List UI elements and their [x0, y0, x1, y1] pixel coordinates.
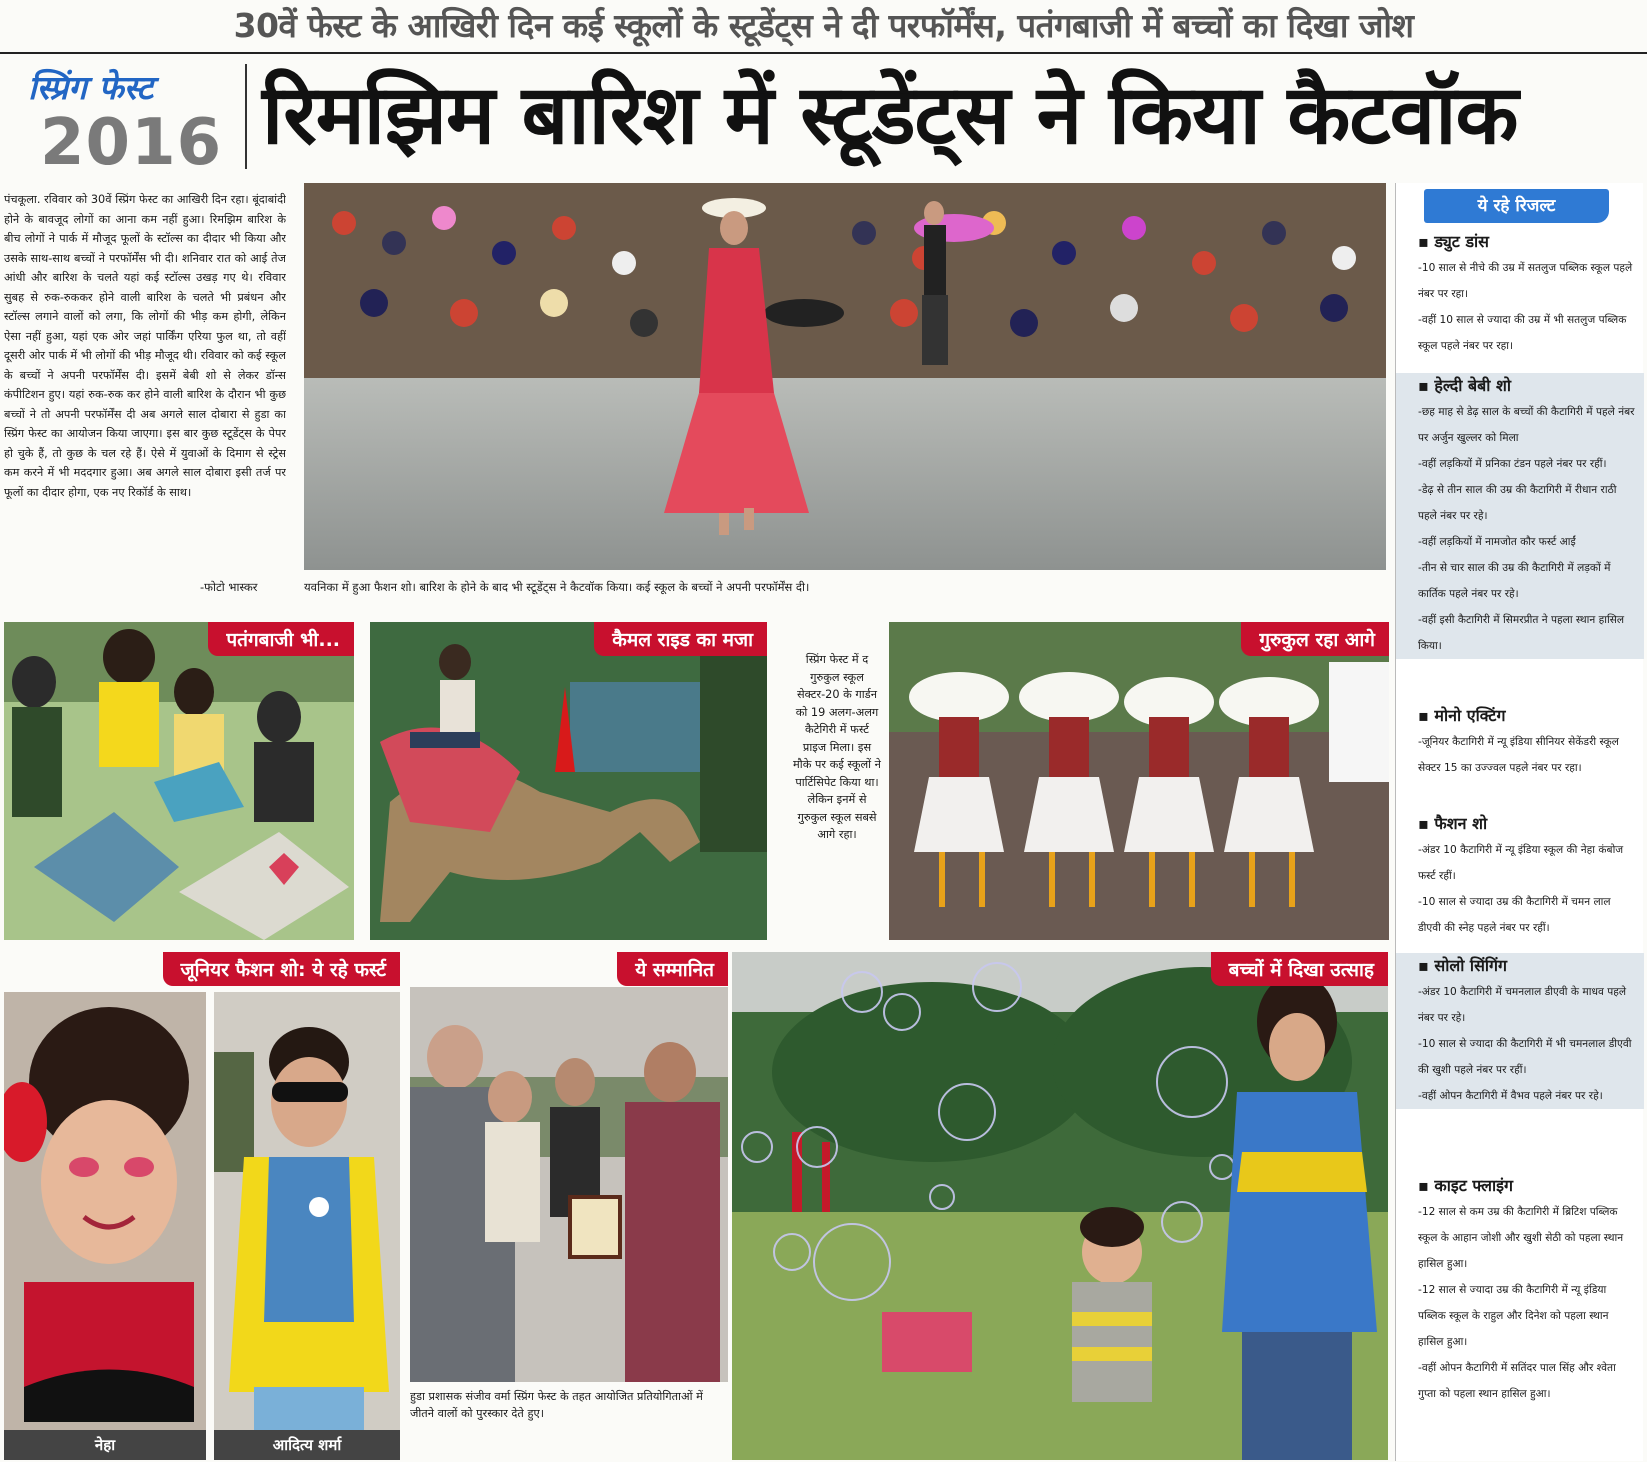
results-heading: ये रहे रिजल्ट [1424, 189, 1609, 223]
result-line: -12 साल से कम उम्र की कैटागिरी में ब्रिटिश पब्लिक स्कूल के आहान जोशी और खुशी सेठी को पहला स्थान हासिल हुआ। [1418, 1206, 1624, 1270]
fest-logo-year: 2016 [40, 106, 223, 180]
honored-tag: ये सम्मानित [617, 952, 728, 986]
gurukul-garden-photo [889, 622, 1389, 940]
neha-photo [4, 992, 206, 1460]
result-line: -जूनियर कैटागिरी में न्यू इंडिया सीनियर सेकेंडरी स्कूल सेक्टर 15 का उज्ज्वल पहले नंबर पर रहा। [1418, 736, 1619, 774]
result-section-title: ▪ काइट फ्लाइंग [1418, 1176, 1513, 1195]
kids-bubbles-photo [732, 952, 1388, 1460]
story-body: पंचकूला. रविवार को 30वें स्प्रिंग फेस्ट का आखिरी दिन रहा। बूंदाबांदी होने के बावजूद लोगों का आना कम नहीं हुआ। रिमझिम बारिश के बीच लोगों ने पार्क में मौजूद फूलों के स्टॉल्स का दीदार भी किया और उसके साथ-साथ बच्चों ने परफॉर्मेंस भी दी। शनिवार रात को आई तेज आंधी और बारिश के चलते यहां कई स्टॉल्स उखड़ गए थे। रविवार सुबह से रुक-रुककर होने वाली बारिश के चलते भी प्रबंधन और स्टॉल्स लगाने वालों को लगा, कि लोगों की भीड़ कम होगी, लेकिन ऐसा नहीं हुआ, यहां एक ओर जहां पार्किंग एरिया फुल था, तो वहीं दूसरी ओर पार्क में भी लोगों की भीड़ मौजूद थी। रविवार को कई स्कूल के बच्चों ने अपनी परफॉर्मेंस दी। इसमें बेबी शो से लेकर डॉन्स कंपीटिशन हुए। यहां रुक-रुक कर होने वाली बारिश के दौरान भी कुछ बच्चों ने तो अपनी परफॉर्मेंस दी अब अगले साल दोबारा से हुडा का स्प्रिंग फेस्ट का आयोजन किया जाएगा। इस बार कुछ स्टूडेंट्स के पेपर हो चुके हैं, तो कुछ के चल रहे हैं। ऐसे में युवाओं के दिमाग से स्ट्रेस कम करने में भी मददगार हुआ। अब अगले साल दोबारा इसी तर्ज पर फूलों का दीदार होगा, एक नए रिकॉर्ड के साथ। [4, 193, 286, 499]
kids-bubbles-photo-illustration [732, 952, 1388, 1460]
catwalk-caption: यवनिका में हुआ फैशन शो। बारिश के होने के बाद भी स्टूडेंट्स ने कैटवॉक किया। कई स्कूल के बच्चों ने अपनी परफॉर्मेंस दी। [304, 580, 810, 594]
result-fashion-show [1396, 811, 1644, 941]
neha-name: नेहा [4, 1430, 206, 1460]
aditya-photo-illustration [214, 992, 400, 1460]
catwalk-photo-illustration [304, 183, 1386, 570]
result-line: -तीन से चार साल की उम्र की कैटागिरी में लड़कों में कार्तिक पहले नंबर पर रहे। [1418, 562, 1611, 600]
result-section-title: ▪ मोनो एक्टिंग [1418, 706, 1506, 725]
fest-logo-name: स्प्रिंग फेस्ट [28, 68, 154, 107]
logo-divider [245, 64, 247, 169]
result-kite-flying [1396, 1173, 1644, 1407]
award-photo [410, 987, 728, 1382]
neha-photo-illustration [4, 992, 206, 1460]
honored-panel [410, 952, 728, 1382]
camel-ride-photo-illustration [370, 622, 767, 940]
junior-fashion-panel [4, 952, 400, 1460]
camel-ride-photo [370, 622, 767, 940]
result-duet-dance [1396, 229, 1644, 359]
award-photo-illustration [410, 987, 728, 1382]
result-section-title: ▪ हेल्दी बेबी शो [1418, 376, 1512, 395]
catwalk-photo [304, 183, 1386, 570]
result-line: -10 साल से नीचे की उम्र में सतलुज पब्लिक स्कूल पहले नंबर पर रहा। [1418, 262, 1633, 300]
result-solo-singing [1396, 953, 1644, 1109]
result-line: -वहीं लड़कियों में नामजोत कौर फर्स्ट आईं [1418, 536, 1576, 548]
top-rule [0, 52, 1647, 54]
result-healthy-baby-show [1396, 373, 1644, 659]
gurukul-text: स्प्रिंग फेस्ट में द गुरुकुल स्कूल सेक्टर-20 के गार्डन को 19 अलग-अलग कैटेगिरी में फर्स्ट प्राइज मिला। इस मौके पर कई स्कूलों ने पार्टिसिपेट किया था। लेकिन इनमें से गुरुकुल स्कूल सबसे आगे रहा। [793, 653, 881, 841]
result-line: -वहीं 10 साल से ज्यादा की उम्र में भी सतलुज पब्लिक स्कूल पहले नंबर पर रहा। [1418, 314, 1627, 352]
results-sidebar [1395, 183, 1643, 1461]
result-line: -वहीं लड़कियों में प्रनिका टंडन पहले नंबर पर रहीं। [1418, 458, 1607, 470]
photo-credit: -फोटो भास्कर [200, 580, 258, 594]
result-mono-acting [1396, 703, 1644, 781]
kicker-headline: 30वें फेस्ट के आखिरी दिन कई स्कूलों के स्टूडेंट्स ने दी परफॉर्मेंस, पतंगबाजी में बच्चों का दिखा जोश [233, 6, 1414, 45]
result-line: -डेढ़ से तीन साल की उम्र की कैटागिरी में रीधान राठी पहले नंबर पर रहे। [1418, 484, 1617, 522]
fest-logo [20, 62, 240, 180]
gurukul-tag: गुरुकुल रहा आगे [1241, 622, 1389, 656]
kite-tag: पतंगबाजी भी... [208, 622, 354, 656]
result-line: -छह माह से डेढ़ साल के बच्चों की कैटागिरी में पहले नंबर पर अर्जुन खुल्लर को मिला [1418, 406, 1635, 444]
main-headline: रिमझिम बारिश में स्टूडेंट्स ने किया कैटवॉक [262, 68, 1518, 163]
result-line: -वहीं ओपन कैटागिरी में सतिंदर पाल सिंह और श्वेता गुप्ता को पहला स्थान हासिल हुआ। [1418, 1362, 1616, 1400]
result-line: -अंडर 10 कैटागिरी में चमनलाल डीएवी के माधव पहले नंबर पर रहे। [1418, 986, 1627, 1024]
result-line: -10 साल से ज्यादा उम्र की कैटागिरी में चमन लाल डीएवी की स्नेह पहले नंबर पर रहीं। [1418, 896, 1611, 934]
result-line: -अंडर 10 कैटागिरी में न्यू इंडिया स्कूल की नेहा कंबोज फर्स्ट रहीं। [1418, 844, 1624, 882]
result-section-title: ▪ ड्युट डांस [1418, 232, 1489, 251]
kite-photo-illustration [4, 622, 354, 940]
result-line: -वहीं ओपन कैटागिरी में वैभव पहले नंबर पर रहे। [1418, 1090, 1603, 1102]
camel-ride-tag: कैमल राइड का मजा [594, 622, 767, 656]
result-line: -10 साल से ज्यादा की कैटागिरी में भी चमनलाल डीएवी की खुशी पहले नंबर पर रहीं। [1418, 1038, 1632, 1076]
kite-photo [4, 622, 354, 940]
result-line: -12 साल से ज्यादा उम्र की कैटागिरी में न्यू इंडिया पब्लिक स्कूल के राहुल और दिनेश को पहला स्थान हासिल हुआ। [1418, 1284, 1609, 1348]
award-caption: हुडा प्रशासक संजीव वर्मा स्प्रिंग फेस्ट के तहत आयोजित प्रतियोगिताओं में जीतने वालों को पुरस्कार देते हुए। [410, 1390, 703, 1420]
aditya-photo [214, 992, 400, 1460]
result-section-title: ▪ सोलो सिंगिंग [1418, 956, 1508, 975]
gurukul-garden-photo-illustration [889, 622, 1389, 940]
aditya-name: आदित्य शर्मा [214, 1430, 400, 1460]
result-line: -वहीं इसी कैटागिरी में सिमरप्रीत ने पहला स्थान हासिल किया। [1418, 614, 1625, 652]
result-section-title: ▪ फैशन शो [1418, 814, 1488, 833]
junior-fashion-tag: जूनियर फैशन शो: ये रहे फर्स्ट [163, 952, 400, 986]
kids-tag: बच्चों में दिखा उत्साह [1211, 952, 1388, 986]
